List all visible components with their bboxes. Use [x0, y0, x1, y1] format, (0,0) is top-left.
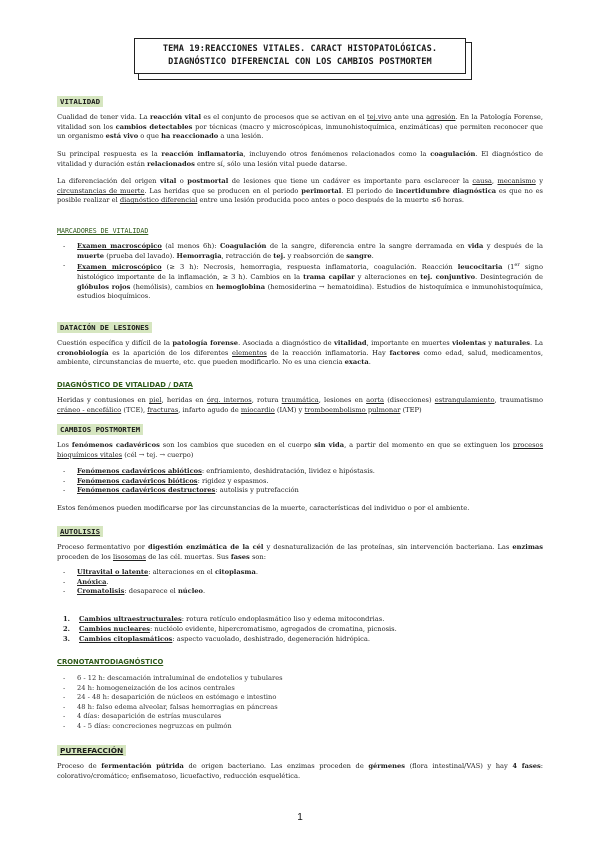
list-item: - Cromatolisis: desaparece el núcleo.	[63, 587, 206, 596]
heading-diagnostico-vitalidad: DIAGNÓSTICO DE VITALIDAD / DATA	[57, 381, 193, 389]
list-item: - Fenómenos cadavéricos abióticos: enfriamiento, deshidratación, lividez e hipóstasis.	[63, 467, 375, 475]
list-marcadores	[63, 242, 543, 302]
list-item: 3. Cambios citoplasmáticos: aspecto vacuolado, deshistrado, degeneración hidrópica.	[63, 635, 370, 643]
page-number: 1	[297, 812, 303, 823]
title-box	[134, 38, 466, 74]
heading-putrefaccion: PUTREFACCIÓN	[57, 745, 126, 756]
heading-cronotanatodiagnostico: CRONOTANTODIAGNÓSTICO	[57, 658, 164, 666]
list-item: - Fenómenos cadavéricos destructores: autolisis y putrefacción	[63, 486, 299, 495]
title-line-2: DIAGNÓSTICO DIFERENCIAL CON LOS CAMBIOS POSTMORTEM	[168, 57, 432, 67]
list-item: - Anóxica.	[63, 577, 109, 586]
list-fases-autolisis	[63, 568, 543, 597]
paragraph-postmortem: Los fenómenos cadavéricos son los cambios que suceden en el cuerpo sin vida, a partir del momento en que se extinguen los procesos bioquímicos vitales (cél → tej. → cuerpo)	[57, 441, 544, 459]
list-item: - 6 - 12 h: descamación intraluminal de endotelios y tubulares	[63, 674, 283, 682]
list-item: - 4 - 5 días: concreciones negruzcas en pulmón	[63, 721, 232, 730]
heading-vitalidad: VITALIDAD	[57, 96, 103, 107]
paragraph-autolisis: Proceso fermentativo por digestión enzimática de la cél y desnaturalización de las proteínas, sin intervención bacteriana. Las enzimas proceden de los lisosomas de las cél. muertas. Sus fases son:	[57, 543, 544, 561]
list-item: - Fenómenos cadavéricos bióticos: rigidez y espasmos.	[63, 476, 269, 485]
list-item: - 4 días: desaparición de estrías musculares	[63, 712, 222, 721]
heading-autolisis: AUTOLISIS	[57, 526, 103, 537]
title-line-1: TEMA 19:REACCIONES VITALES. CARACT HISTOPATOLÓGICAS.	[162, 44, 438, 54]
list-fenomenos	[63, 467, 543, 496]
list-item: - Examen macroscópico (al menos 6h): Coagulación de la sangre, diferencia entre la sangre derramada en vida y después de la muerte (prueba del lavado). Hemorragia, retracción de tej. y reabsorción de sangre.	[63, 242, 544, 260]
list-item: 2. Cambios nucleares: nucléolo evidente, hipercromatismo, agregados de cromatina, picnosis.	[63, 625, 397, 633]
heading-cambios-postmortem: CAMBIOS POSTMORTEM	[57, 424, 143, 435]
list-item: - 48 h: falso edema alveolar, falsas hemorragias en páncreas	[63, 702, 278, 711]
heading-datacion: DATACIÓN DE LESIONES	[57, 322, 152, 333]
paragraph-postmortem-2: Estos fenómenos pueden modificarse por las circunstancias de la muerte, características del individuo o por el ambiente.	[57, 504, 470, 512]
paragraph-putrefaccion: Proceso de fermentación pútrida de origen bacteriano. Las enzimas proceden de gérmenes (flora intestinal/VAS) y hay 4 fases: colorativo/cromático; enfisematoso, licuefactivo, reducción esquelética.	[57, 762, 544, 780]
paragraph-vitalidad-3: La diferenciación del origen vital o postmortal de lesiones que tiene un cadáver es importante para esclarecer la causa, mecanismo y circunstancias de muerte. Las heridas que se producen en el periodo perimortal. El periodo de incertidumbre diagnóstica es que no es posible realizar el diagnóstico diferencial entre una lesión producida poco antes o poco después de la muerte ≤6 horas.	[57, 177, 543, 205]
list-cambios-autolisis	[63, 614, 543, 644]
list-item: 1. Cambios ultraestructurales: rotura retículo endoplasmático liso y edema mitocondrias.	[63, 615, 385, 623]
list-item: - 24 h: homogeneización de los acinos centrales	[63, 683, 235, 692]
list-item: - Examen microscópico (≥ 3 h): Necrosis, hemorragia, respuesta inflamatoria, coagulación. Reacción leucocitaria (1er signo histológico importante de la inflamación, ≥ 3 h). Cambios en la trama capilar y alteraciones en tej. conjuntivo. Desintegración de glóbulos rojos (hemólisis), cambios en hemoglobina (hemosiderina → hematoidina). Estudios de histoquímica e inmunohistoquímica, estudios bioquímicos.	[63, 261, 543, 301]
paragraph-datacion: Cuestión específica y difícil de la patología forense. Asociada a diagnóstico de vitalidad, importante en muertes violentas y naturales. La cronobiología es la aparición de los diferentes elementos de la reacción inflamatoria. Hay factores como edad, salud, medicamentos, ambiente, circunstancias de muerte, etc. que pueden modificarlo. No es una ciencia exacta.	[57, 339, 544, 367]
list-cronotanatodiagnostico	[63, 674, 543, 732]
paragraph-vitalidad-2: Su principal respuesta es la reacción inflamatoria, incluyendo otros fenómenos relacionados como la coagulación. El diagnóstico de vitalidad y duración están relacionados entre sí, sólo una lesión vital puede datarse.	[57, 150, 543, 168]
paragraph-vitalidad-1: Cualidad de tener vida. La reacción vital es el conjunto de procesos que se activan en el tej.vivo ante una agresión. En la Patología Forense, vitalidad son los cambios detectables por técnicas (macro y microscópicas, inmunohistoquímica, enzimáticas) que permiten reconocer que un organismo está vivo o que ha reaccionado a una lesión.	[57, 113, 544, 141]
list-item: - 24 - 48 h: desaparición de núcleos en estómago e intestino	[63, 693, 277, 702]
heading-marcadores: MARCADORES DE VITALIDAD	[57, 227, 149, 235]
list-item: - Ultravital o latente: alteraciones en el citoplasma.	[63, 568, 258, 576]
paragraph-diagnostico-vitalidad: Heridas y contusiones en piel, heridas en órg. internos, rotura traumática, lesiones en aorta (disecciones) estrangulamiento, traumatismo cráneo - encefálico (TCE), fracturas, infarto agudo de miocardio (IAM) y tromboembolismo pulmonar (TEP)	[57, 396, 543, 414]
